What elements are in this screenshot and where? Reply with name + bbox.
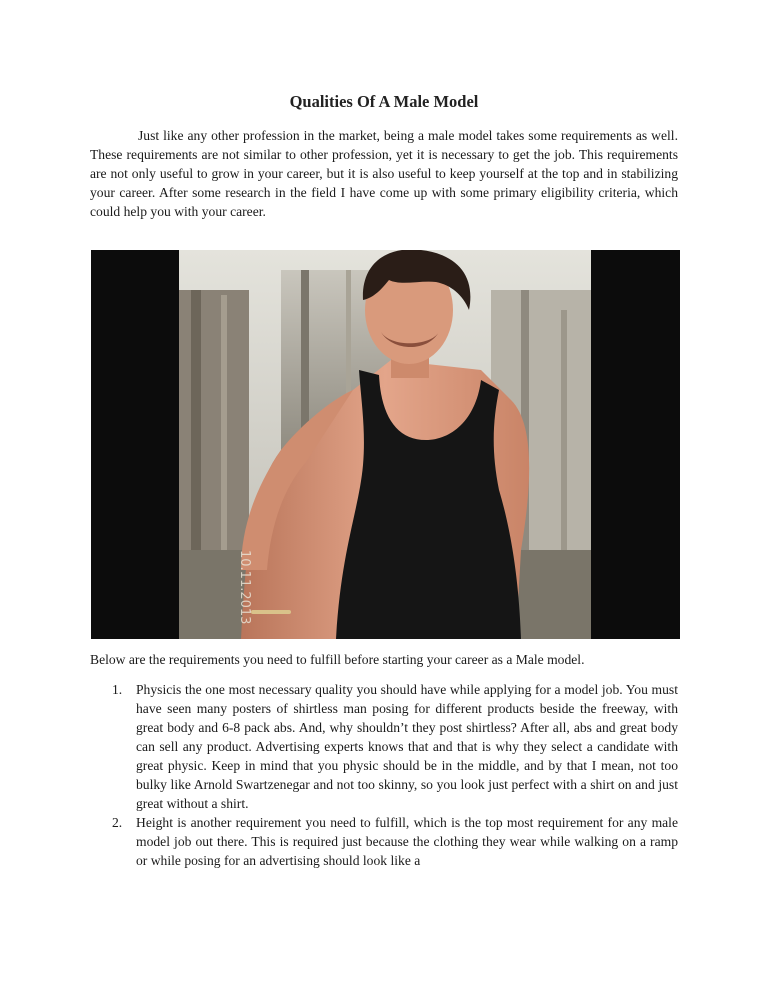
list-item-text: Physicis the one most necessary quality you should have while applying for a model job. You must have seen many posters of shirtless man posing for different products beside the freeway, with great body and 6-8 pack abs. And, why shouldn’t they post shirtless? After all, abs and great body can sell any product. Advertising experts knows that and that is why they select a candidate with great physic. Keep in mind that you physic should be in the middle, and by that I mean, not too bulky like Arnold Swartzenegar and not too skinny, so you look just perfect with a shirt on and just great without a shirt.	[136, 682, 678, 811]
list-item	[90, 680, 678, 813]
male-model-photo	[91, 250, 680, 639]
below-paragraph: Below are the requirements you need to fulfill before starting your career as a Male model.	[90, 652, 585, 667]
list-item	[90, 813, 678, 870]
document-title: Qualities Of A Male Model	[289, 92, 479, 111]
requirements-list	[90, 680, 678, 870]
list-item-text: Height is another requirement you need to fulfill, which is the top most requirement for any male model job out there. This is required just because the clothing they wear while walking on a ramp or while posing for an advertising should look like a	[136, 815, 678, 868]
intro-paragraph: Just like any other profession in the market, being a male model takes some requirements as well. These requirements are not similar to other profession, yet it is necessary to get the job. This requirements are not only useful to grow in your career, but it is also useful to keep yourself at the top and in stabilizing your career. After some research in the field I have come up with some primary eligibility criteria, which could help you with your career.	[90, 128, 678, 219]
list-item-number: 1.	[112, 682, 123, 697]
list-item-number: 2.	[112, 815, 123, 830]
photo-date-watermark: 10.11.2013	[237, 550, 252, 625]
